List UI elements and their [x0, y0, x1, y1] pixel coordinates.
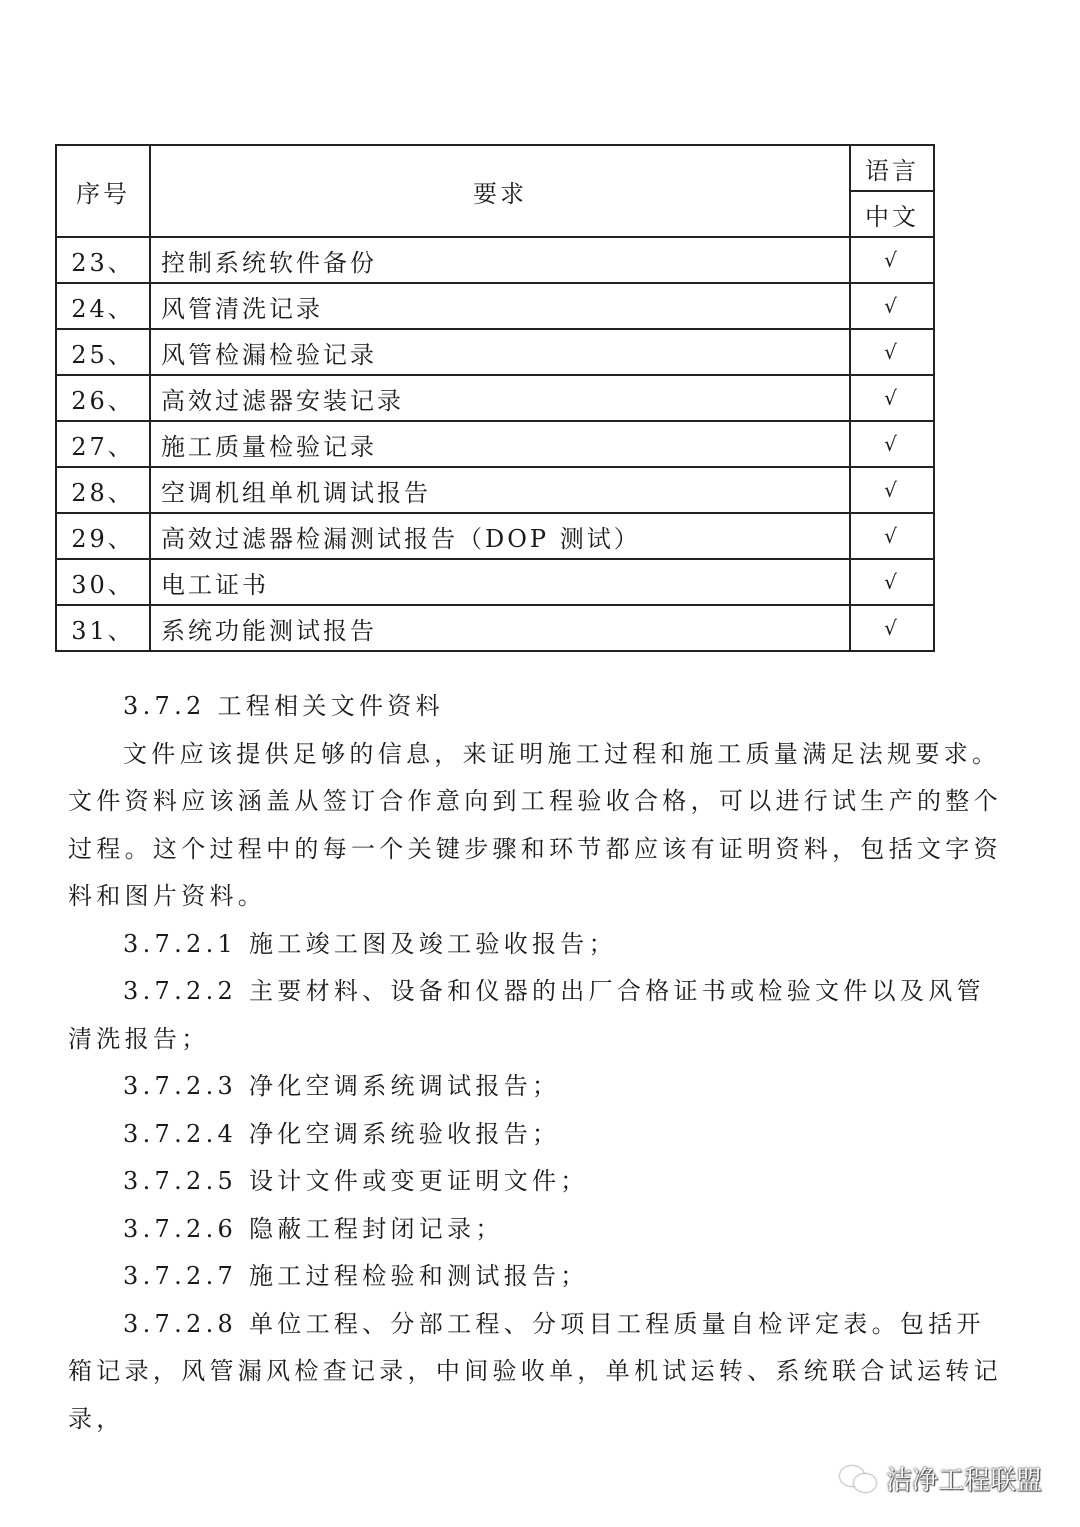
table-row [56, 467, 934, 513]
section-item: 3.7.2.4 净化空调系统验收报告； [123, 1119, 561, 1148]
header-requirement: 要求 [150, 145, 850, 237]
row-serial-no: 26、 [56, 375, 150, 421]
row-requirement: 空调机组单机调试报告 [150, 467, 850, 513]
row-requirement: 高效过滤器安装记录 [150, 375, 850, 421]
row-serial-no: 25、 [56, 329, 150, 375]
row-serial-no: 23、 [56, 237, 150, 283]
row-chinese-check: √ [850, 375, 934, 421]
table-row [56, 283, 934, 329]
section-content [68, 683, 1013, 1443]
section-item: 3.7.2.8 单位工程、分部工程、分项目工程质量自检评定表。包括开箱记录，风管漏风检查记录，中间验收单，单机试运转、系统联合试运转记录， [68, 1309, 1002, 1433]
row-serial-no: 28、 [56, 467, 150, 513]
row-serial-no: 31、 [56, 605, 150, 651]
requirements-table [55, 144, 935, 652]
table-header-row [56, 145, 934, 191]
row-serial-no: 30、 [56, 559, 150, 605]
table-row [56, 375, 934, 421]
row-chinese-check: √ [850, 237, 934, 283]
row-chinese-check: √ [850, 329, 934, 375]
row-serial-no: 24、 [56, 283, 150, 329]
row-requirement: 控制系统软件备份 [150, 237, 850, 283]
section-item: 3.7.2.1 施工竣工图及竣工验收报告； [123, 929, 617, 958]
row-chinese-check: √ [850, 421, 934, 467]
watermark [840, 1460, 1042, 1497]
row-requirement: 系统功能测试报告 [150, 605, 850, 651]
table-row [56, 329, 934, 375]
row-requirement: 风管清洗记录 [150, 283, 850, 329]
table-row [56, 237, 934, 283]
section-item: 3.7.2.5 设计文件或变更证明文件； [123, 1167, 589, 1195]
table-row [56, 605, 934, 651]
section-item: 3.7.2.6 隐蔽工程封闭记录； [123, 1214, 504, 1243]
section-item: 3.7.2.3 净化空调系统调试报告； [123, 1072, 561, 1100]
row-chinese-check: √ [850, 513, 934, 559]
row-requirement: 风管检漏检验记录 [150, 329, 850, 375]
section-item: 3.7.2.2 主要材料、设备和仪器的出厂合格证书或检验文件以及风管清洗报告； [68, 977, 985, 1053]
section-items-list [68, 921, 1013, 1444]
row-requirement: 高效过滤器检漏测试报告（DOP 测试） [150, 513, 850, 559]
header-chinese: 中文 [850, 191, 934, 237]
row-chinese-check: √ [850, 605, 934, 651]
row-requirement: 施工质量检验记录 [150, 421, 850, 467]
row-chinese-check: √ [850, 283, 934, 329]
header-language: 语言 [850, 145, 934, 191]
table-body [56, 237, 934, 651]
table-row [56, 421, 934, 467]
table-row [56, 559, 934, 605]
header-serial-no: 序号 [56, 145, 150, 237]
watermark-text: 洁净工程联盟 [885, 1466, 1042, 1496]
row-chinese-check: √ [850, 559, 934, 605]
row-chinese-check: √ [850, 467, 934, 513]
wechat-icon [840, 1464, 878, 1494]
row-serial-no: 29、 [56, 513, 150, 559]
section-item: 3.7.2.7 施工过程检验和测试报告； [123, 1262, 589, 1290]
section-heading: 3.7.2 工程相关文件资料 [123, 692, 444, 720]
section-intro-paragraph: 文件应该提供足够的信息，来证明施工过程和施工质量满足法规要求。文件资料应该涵盖从签订合作意向到工程验收合格，可以进行试生产的整个过程。这个过程中的每一个关键步骤和环节都应该有证明资料，包括文字资料和图片资料。 [68, 739, 1002, 910]
row-requirement: 电工证书 [150, 559, 850, 605]
table-row [56, 513, 934, 559]
row-serial-no: 27、 [56, 421, 150, 467]
